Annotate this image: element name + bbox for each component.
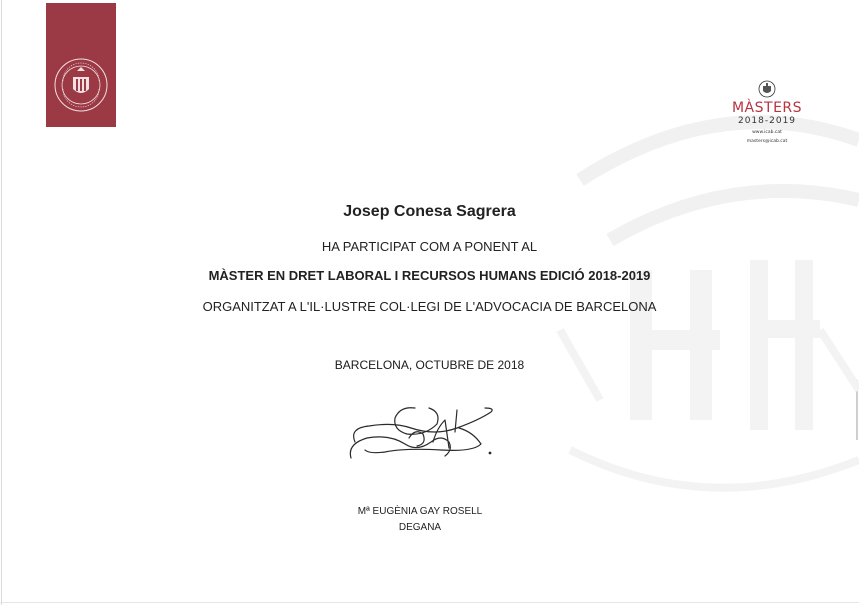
masters-title: MÀSTERS [731,100,803,116]
masters-badge [726,80,808,145]
program-title: MÀSTER EN DRET LABORAL I RECURSOS HUMANS EDICIÓ 2018-2019 [208,268,651,283]
signatory-name: Mª EUGÈNIA GAY ROSELL [357,506,483,517]
masters-crest-icon [758,80,776,98]
college-seal-icon [51,55,111,115]
college-logo [46,3,116,127]
place-date: BARCELONA, OCTUBRE DE 2018 [334,358,525,372]
signatory-role: DEGANA [398,522,442,533]
page-border-bottom [0,602,859,603]
masters-email[interactable]: masters@icab.cat [746,139,788,144]
organizer-statement: ORGANITZAT A L'IL·LUSTRE COL·LEGI DE L'ADVOCACIA DE BARCELONA [202,299,657,314]
handwritten-signature [345,398,505,470]
recipient-name: Josep Conesa Sagrera [343,203,516,220]
participation-statement: HA PARTICIPAT COM A PONENT AL [321,239,538,254]
masters-years: 2018-2019 [737,116,797,126]
masters-website[interactable]: www.icab.cat [752,130,782,135]
watermark-crest-icon [520,70,859,500]
